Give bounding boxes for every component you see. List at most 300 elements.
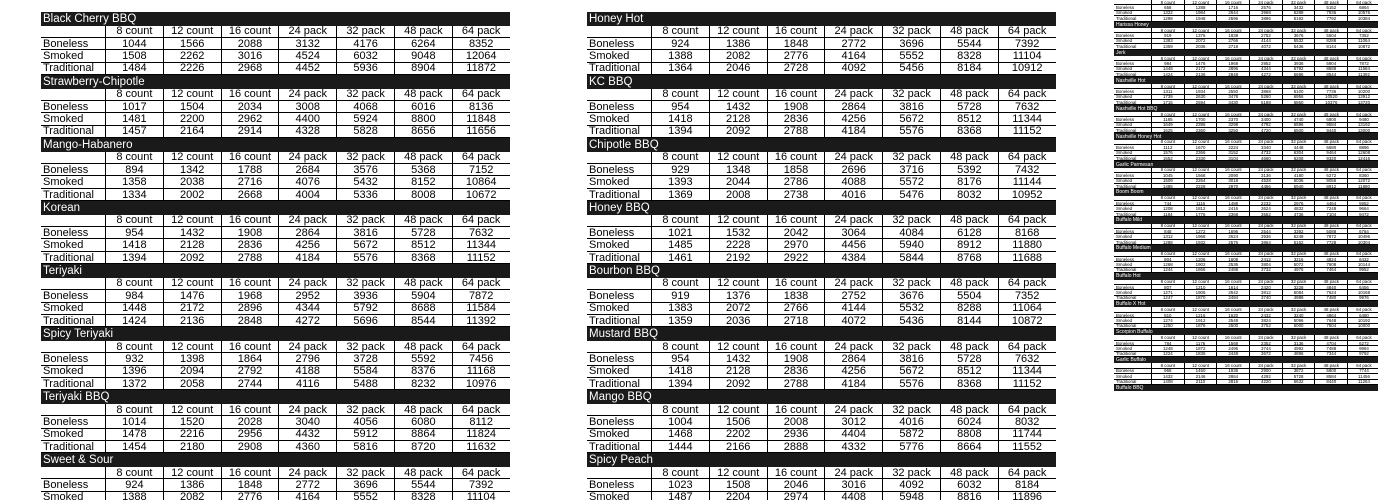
row-label: Smoked [43,176,84,189]
column-header: 48 pack [394,26,452,37]
price-cell: 6956 [1282,95,1315,99]
price-cell: 3228 [1282,285,1315,289]
row-label: Boneless [1116,61,1135,66]
price-cell: 3824 [1249,318,1282,322]
price-cell: 2970 [1216,184,1249,188]
price-cell: 2432 [1249,313,1282,317]
column-header: 8 count [1151,280,1184,284]
column-header: 48 pack [1314,280,1347,284]
price-cell: 2128 [709,366,767,377]
price-cell: 4976 [1282,268,1315,272]
column-header: 64 pack [1347,335,1378,339]
price-cell: 2956 [221,429,279,440]
column-header-row [41,152,510,164]
column-header: 32 pack [1282,363,1315,367]
column-header: 64 pack [1347,224,1378,228]
column-header: 32 pack [882,467,940,478]
price-cell: 9464 [1314,151,1347,155]
column-header: 16 count [221,215,279,226]
price-cell: 5368 [394,164,452,175]
price-cell: 11896 [998,492,1056,500]
price-cell: 1485 [651,239,709,250]
price-cell: 658 [1151,5,1184,9]
price-cell: 8168 [998,227,1056,238]
column-header: 64 pack [1347,196,1378,200]
price-cell: 2034 [221,101,279,112]
column-header: 12 count [709,152,767,163]
price-cell: 3676 [882,290,940,301]
price-row-smoked [587,239,1056,251]
column-header: 8 count [105,278,163,289]
flavor-table-korean [41,201,510,264]
price-cell: 5504 [940,290,998,301]
flavor-table-nashville-hot-bbq [1114,105,1378,133]
price-cell: 1432 [709,101,767,112]
price-cell: 2576 [1216,240,1249,244]
price-row-smoked [587,50,1056,62]
price-cell: 2848 [1216,72,1249,76]
price-cell: 6456 [1347,285,1378,289]
price-cell: 1224 [1151,352,1184,356]
price-cell: 1670 [1184,145,1217,149]
price-cell: 954 [105,227,163,238]
column-header: 12 count [709,215,767,226]
price-cell: 1388 [105,492,163,500]
price-cell: 2046 [767,479,825,490]
price-cell: 4328 [278,126,336,137]
price-cell: 3576 [336,164,394,175]
price-cell: 1272 [1184,229,1217,233]
price-cell: 1504 [163,101,221,112]
row-label: Boneless [1116,340,1135,346]
price-cell: 1476 [163,290,221,301]
price-cell: 2172 [1184,67,1217,71]
column-header-row [41,26,510,38]
column-header: 24 pack [278,467,336,478]
price-cell: 6860 [1282,100,1315,104]
column-header: 16 count [221,404,279,415]
price-cell: 2864 [824,101,882,112]
price-cell: 10192 [1347,318,1378,322]
flavor-table-nashville-honey-hot [1114,133,1378,161]
price-cell: 2092 [709,126,767,137]
price-cell: 7488 [1314,346,1347,350]
price-cell: 3936 [1282,61,1315,65]
price-cell: 3400 [1249,117,1282,121]
column-header-row [587,278,1056,290]
price-cell: 1552 [1151,156,1184,160]
price-cell: 11744 [998,429,1056,440]
price-cell: 8288 [940,303,998,314]
price-cell: 3392 [1282,229,1315,233]
price-cell: 2772 [824,38,882,49]
price-row-traditional [587,441,1056,453]
column-header-row [41,467,510,479]
price-row-boneless [41,227,510,239]
price-cell: 2752 [824,290,882,301]
price-row-traditional [587,315,1056,327]
column-header: 16 count [1216,168,1249,172]
row-label: Traditional [589,62,640,75]
price-cell: 5488 [336,378,394,389]
column-header: 16 count [767,467,825,478]
price-cell: 2888 [767,441,825,452]
column-header: 8 count [1151,335,1184,339]
row-label: Traditional [589,314,640,327]
flavor-header: Mango BBQ [587,390,1056,404]
price-cell: 2166 [709,441,767,452]
price-cell: 1948 [1184,16,1217,20]
flavor-table-spicy-teriyaki [41,327,510,390]
price-cell: 2500 [1216,324,1249,328]
flavor-table-nashville-hot [1114,77,1378,105]
price-cell: 3968 [1249,11,1282,15]
price-cell: 2974 [767,492,825,500]
column-header: 64 pack [452,404,510,415]
price-cell: 13192 [1347,123,1378,127]
price-cell: 1614 [1216,285,1249,289]
price-cell: 2072 [709,303,767,314]
price-cell: 7248 [1314,206,1347,210]
price-cell: 11152 [998,126,1056,137]
column-header: 48 pack [940,467,998,478]
price-cell: 1271 [1151,290,1184,294]
price-cell: 2848 [221,315,279,326]
price-cell: 3716 [882,164,940,175]
column-header: 48 pack [1314,363,1347,367]
price-cell: 7608 [1314,262,1347,266]
price-cell: 2172 [163,303,221,314]
row-label: Traditional [1116,43,1137,49]
price-cell: 10952 [998,189,1056,200]
column-header: 24 pack [1249,140,1282,144]
column-header: 8 count [105,215,163,226]
price-cell: 4016 [824,189,882,200]
price-cell: 2164 [163,126,221,137]
row-label: Smoked [43,491,84,500]
price-cell: 8184 [940,63,998,74]
column-header: 32 pack [882,26,940,37]
row-label: Smoked [43,239,84,252]
price-cell: 1788 [221,164,279,175]
price-cell: 7632 [452,227,510,238]
row-label: Smoked [1116,38,1133,44]
price-cell: 9440 [1314,128,1347,132]
price-cell: 5800 [1314,369,1347,373]
price-cell: 2496 [1216,346,1249,350]
price-cell: 1625 [1151,128,1184,132]
row-label: Traditional [1116,183,1137,189]
row-label: Boneless [1116,33,1135,39]
price-cell: 2352 [1249,341,1282,345]
price-cell: 4056 [336,416,394,427]
price-cell: 2776 [221,492,279,500]
price-row-smoked [587,429,1056,441]
price-cell: 2816 [1216,380,1249,384]
price-cell: 2042 [767,227,825,238]
price-cell: 1716 [1216,5,1249,9]
flavor-table-mustard-bbq [587,327,1056,390]
price-cell: 1520 [163,416,221,427]
column-header: 12 count [709,341,767,352]
price-cell: 4072 [1249,44,1282,48]
price-cell: 4992 [1282,346,1315,350]
price-cell: 2420 [1249,285,1282,289]
price-cell: 8800 [394,113,452,124]
price-cell: 4256 [278,239,336,250]
column-header: 64 pack [452,278,510,289]
column-header-row [587,341,1056,353]
price-cell: 1454 [105,441,163,452]
price-cell: 4432 [278,429,336,440]
price-cell: 11880 [1347,184,1378,188]
price-cell: 4660 [1249,156,1282,160]
price-cell: 2630 [1184,95,1217,99]
column-header: 32 pack [1282,0,1315,4]
price-cell: 1934 [1184,89,1217,93]
price-cell: 919 [651,290,709,301]
price-cell: 3340 [1249,145,1282,149]
price-cell: 2796 [278,353,336,364]
column-header: 12 count [709,404,767,415]
price-cell: 3016 [221,50,279,61]
column-header: 12 count [1184,112,1217,116]
price-row-smoked [587,113,1056,125]
column-header: 64 pack [998,404,1056,415]
price-cell: 5436 [1282,44,1315,48]
price-cell: 11848 [452,113,510,124]
column-header: 32 pack [882,152,940,163]
price-cell: 4448 [1282,145,1315,149]
price-cell: 10872 [1347,44,1378,48]
column-header: 24 pack [278,26,336,37]
price-cell: 11104 [998,50,1056,61]
price-cell: 5792 [336,303,394,314]
price-cell: 1176 [1184,341,1217,345]
price-row-boneless [41,101,510,113]
price-cell: 1116 [1184,201,1217,205]
price-cell: 4088 [824,176,882,187]
price-cell: 1014 [105,416,163,427]
column-header: 16 count [1216,363,1249,367]
price-cell: 3696 [882,38,940,49]
price-cell: 4740 [1282,117,1315,121]
column-header: 32 pack [336,89,394,100]
price-cell: 7744 [1347,369,1378,373]
price-cell: 2766 [1216,39,1249,43]
row-label: Traditional [589,188,640,201]
row-label: Smoked [1116,178,1133,184]
price-cell: 11824 [452,429,510,440]
price-cell: 1250 [1151,324,1184,328]
price-cell: 4704 [1314,341,1347,345]
price-cell: 11064 [998,303,1056,314]
column-header: 64 pack [998,215,1056,226]
column-header: 64 pack [1347,84,1378,88]
price-cell: 1311 [1151,89,1184,93]
column-header: 8 count [105,26,163,37]
row-label: Boneless [43,289,89,302]
price-cell: 6016 [394,101,452,112]
price-cell: 5904 [394,290,452,301]
price-cell: 8352 [452,38,510,49]
price-cell: 5872 [882,429,940,440]
price-cell: 2416 [1216,206,1249,210]
price-cell: 2718 [767,315,825,326]
row-label: Boneless [43,479,89,492]
column-header: 8 count [651,26,709,37]
price-row-traditional [587,252,1056,264]
price-cell: 1608 [1216,257,1249,261]
price-cell: 5392 [940,164,998,175]
price-cell: 10496 [1347,234,1378,238]
price-cell: 984 [105,290,163,301]
price-cell: 11872 [452,63,510,74]
price-cell: 1906 [1184,290,1217,294]
price-cell: 2952 [1249,61,1282,65]
price-cell: 1812 [1184,206,1217,210]
price-cell: 5912 [336,429,394,440]
price-cell: 9976 [1347,296,1378,300]
row-label: Traditional [43,314,94,327]
column-header: 48 pack [1314,140,1347,144]
price-cell: 1912 [1184,318,1217,322]
column-header: 48 pack [394,278,452,289]
column-header: 48 pack [940,26,998,37]
price-cell: 1508 [709,479,767,490]
price-cell: 1448 [1151,67,1184,71]
price-cell: 1418 [651,366,709,377]
price-cell: 7104 [1314,212,1347,216]
flavor-header: Chipotle BBQ [587,138,1056,152]
price-cell: 7632 [998,353,1056,364]
row-label: Smoked [589,49,630,62]
price-cell: 9952 [1347,268,1378,272]
price-cell: 2766 [767,303,825,314]
row-label: Traditional [1116,323,1137,329]
column-header: 8 count [1151,307,1184,311]
price-cell: 2232 [1249,201,1282,205]
price-cell: 10384 [1347,16,1378,20]
price-cell: 3064 [824,227,882,238]
price-cell: 1468 [651,429,709,440]
flavor-table-buffalo-hot [1114,273,1378,301]
price-cell: 8008 [394,189,452,200]
price-cell: 8184 [998,479,1056,490]
flavor-header: Harissa Honey [1114,22,1378,28]
price-cell: 4792 [1249,123,1282,127]
price-cell: 12064 [452,50,510,61]
price-cell: 2494 [1216,296,1249,300]
price-cell: 2576 [1249,5,1282,9]
price-cell: 4720 [1249,128,1282,132]
column-header: 12 count [1184,363,1217,367]
column-header: 48 pack [940,278,998,289]
price-cell: 2110 [1184,380,1217,384]
price-cell: 4732 [1249,151,1282,155]
price-cell: 924 [651,38,709,49]
price-cell: 4524 [278,50,336,61]
column-header-row [587,152,1056,164]
price-cell: 1568 [1184,173,1217,177]
price-cell: 1312 [1151,234,1184,238]
price-cell: 1248 [1151,346,1184,350]
price-cell: 1004 [651,416,709,427]
flavor-header: Black Cherry BBQ [41,12,510,26]
column-header: 64 pack [1347,252,1378,256]
price-cell: 2744 [221,378,279,389]
price-cell: 3744 [1249,346,1282,350]
column-header: 32 pack [1282,168,1315,172]
column-header: 64 pack [998,26,1056,37]
row-label: Smoked [1116,94,1133,100]
column-header: 64 pack [1347,0,1378,4]
price-row-smoked [587,176,1056,188]
price-cell: 1872 [1184,346,1217,350]
row-label: Traditional [589,377,640,390]
column-header: 48 pack [1314,196,1347,200]
price-cell: 1288 [1151,240,1184,244]
price-cell: 7728 [1314,240,1347,244]
row-label: Traditional [1116,155,1137,161]
row-label: Traditional [43,377,94,390]
column-header-row [41,404,510,416]
price-cell: 1508 [105,50,163,61]
price-cell: 5792 [1282,67,1315,71]
price-cell: 4464 [1314,201,1347,205]
flavor-header: Nashville Hot [1114,77,1378,83]
price-cell: 3728 [336,353,394,364]
price-cell: 5152 [1282,240,1315,244]
row-label: Traditional [1116,127,1137,133]
price-cell: 7936 [1314,11,1347,15]
flavor-header: Strawberry-Chipotle [41,75,510,89]
price-cell: 1376 [1184,33,1217,37]
flavor-header: Honey BBQ [587,201,1056,215]
column-header: 16 count [1216,307,1249,311]
price-cell: 4180 [1282,173,1315,177]
column-header: 24 pack [278,404,336,415]
price-cell: 1376 [709,290,767,301]
row-label: Smoked [589,176,630,189]
price-cell: 1461 [651,252,709,263]
row-label: Traditional [1116,351,1137,357]
column-header: 32 pack [1282,307,1315,311]
column-header: 12 count [709,278,767,289]
price-cell: 1620 [1216,313,1249,317]
column-header: 12 count [1184,56,1217,60]
price-row-boneless [41,38,510,50]
price-cell: 13720 [1347,100,1378,104]
row-label: Boneless [43,100,89,113]
price-row-boneless [587,416,1056,428]
column-header: 32 pack [336,341,394,352]
price-cell: 5632 [1282,380,1315,384]
price-row-traditional [587,63,1056,75]
price-row-smoked [41,303,510,315]
price-cell: 7480 [1314,296,1347,300]
price-cell: 6480 [1347,313,1378,317]
column-header: 12 count [709,89,767,100]
row-label: Smoked [43,302,84,315]
price-cell: 5188 [1249,100,1282,104]
column-header: 48 pack [1314,112,1347,116]
price-row-smoked [41,239,510,251]
price-cell: 7464 [1314,268,1347,272]
column-header: 12 count [1184,335,1217,339]
row-label: Boneless [43,163,89,176]
flavor-table-strawberry-chipotle [41,75,510,138]
